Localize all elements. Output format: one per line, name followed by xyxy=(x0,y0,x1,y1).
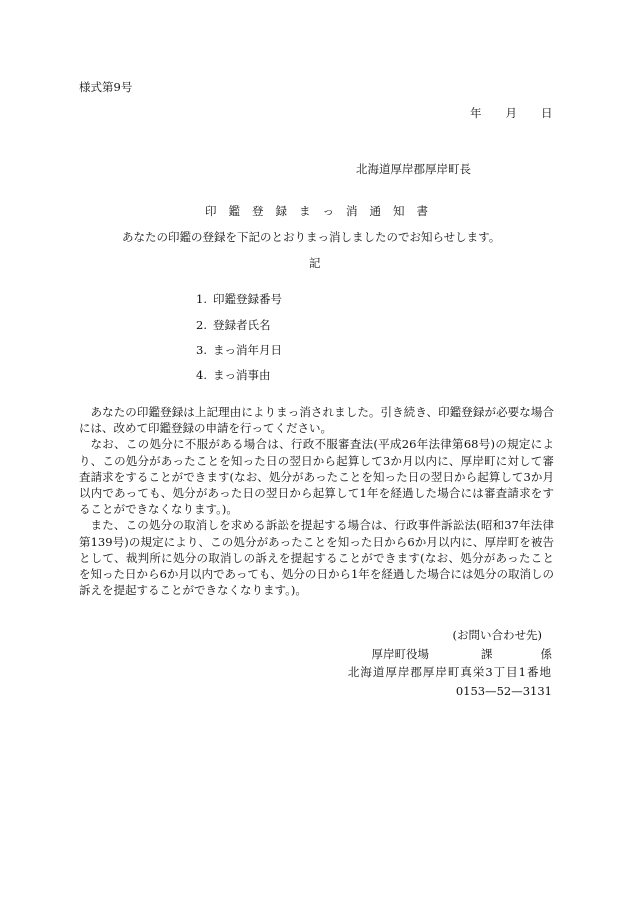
paragraph-appeal: なお、この処分に不服がある場合は、行政不服審査法(平成26年法律第68号)の規定により、この処分があったことを知った日の翌日から起算して3か月以内に、厚岸町に対して審査請求をすることができます(なお、処分があったことを知った日の翌日から起算して3か月以内であっても、処分があった日の翌日から起算して1年を経過した場合には審査請求をすることができなくなります。)。 xyxy=(79,437,554,517)
contact-office: 厚岸町役場 xyxy=(371,646,429,661)
contact-heading: (お問い合わせ先) xyxy=(452,628,542,642)
contact-block xyxy=(348,626,552,700)
contact-address: 北海道厚岸郡厚岸町真栄3丁目1番地 xyxy=(347,665,552,680)
notice-body xyxy=(79,404,554,598)
item-number: 1. xyxy=(196,292,207,306)
date-line xyxy=(470,108,553,120)
date-day: 日 xyxy=(541,106,553,120)
list-item xyxy=(196,345,282,357)
paragraph-cancellation: あなたの印鑑登録は上記理由によりまっ消されました。引き続き、印鑑登録が必要な場合には、改めて印鑑登録の申請を行ってください。 xyxy=(79,405,554,436)
ki-heading: 記 xyxy=(309,256,321,270)
contact-office-line xyxy=(348,645,552,664)
date-year: 年 xyxy=(470,106,482,120)
contact-section: 課 xyxy=(481,646,493,661)
form-number: 様式第9号 xyxy=(79,80,133,94)
item-label: 登録者氏名 xyxy=(213,318,271,332)
contact-staff: 係 xyxy=(540,646,552,661)
list-item xyxy=(196,320,271,332)
contact-phone: 0153—52—3131 xyxy=(455,683,552,698)
item-number: 4. xyxy=(196,368,207,382)
date-month: 月 xyxy=(505,106,517,120)
list-item xyxy=(196,294,282,306)
item-label: まっ消事由 xyxy=(213,368,271,382)
issuer-name: 北海道厚岸郡厚岸町長 xyxy=(356,162,471,176)
paragraph-lawsuit: また、この処分の取消しを求める訴訟を提起する場合は、行政事件訴訟法(昭和37年法律第139号)の規定により、この処分があったことを知った日から6か月以内に、厚岸町を被告として、裁判所に処分の取消しの訴えを提起することができます(なお、処分があったことを知った日から6か月以内であっても、処分の日から1年を経過した場合には処分の取消しの訴えを提起することができなくなります。)。 xyxy=(79,518,554,598)
list-item xyxy=(196,370,271,382)
item-number: 2. xyxy=(196,318,207,332)
intro-text: あなたの印鑑の登録を下記のとおりまっ消しましたのでお知らせします。 xyxy=(122,230,501,244)
document-title: 印鑑登録まっ消通知書 xyxy=(205,204,440,218)
item-label: 印鑑登録番号 xyxy=(213,292,282,306)
item-label: まっ消年月日 xyxy=(213,343,282,357)
item-number: 3. xyxy=(196,343,207,357)
